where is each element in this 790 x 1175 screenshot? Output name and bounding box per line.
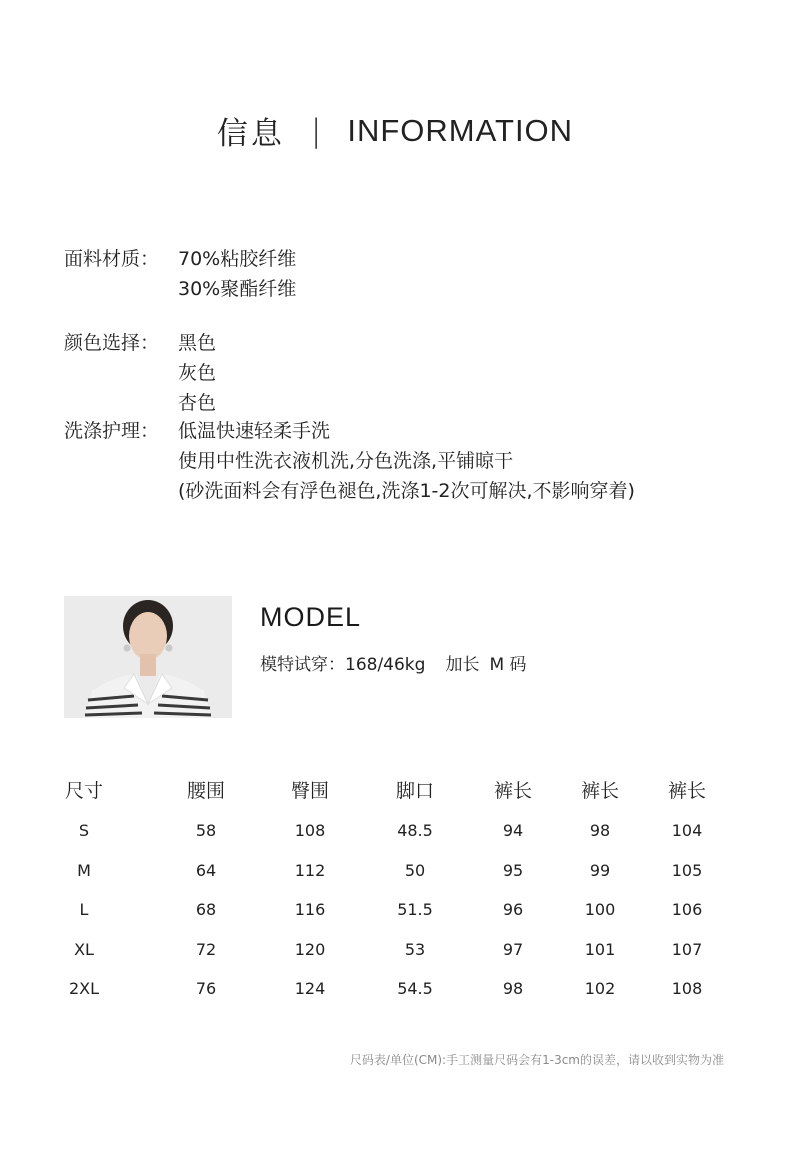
section-title — [0, 108, 790, 153]
table-cell: 68 — [195, 900, 217, 919]
table-cell: 58 — [195, 821, 217, 840]
table-cell: 2XL — [68, 979, 100, 998]
table-cell: 76 — [195, 979, 217, 998]
header-hip: 臀围 — [290, 780, 330, 802]
table-cell: 108 — [671, 979, 703, 998]
header-waist: 腰围 — [186, 780, 226, 802]
table-cell: 53 — [404, 939, 426, 959]
table-cell: 98 — [589, 821, 611, 840]
header-leg-opening: 脚口 — [395, 780, 435, 802]
color-label: 颜色选择： — [64, 332, 160, 354]
table-cell: 104 — [671, 821, 703, 840]
table-cell: 105 — [671, 860, 703, 880]
table-cell: 106 — [671, 900, 703, 919]
table-row — [0, 940, 790, 970]
model-photo — [64, 596, 232, 718]
title-chinese: 信息 — [216, 116, 285, 152]
header-length-2: 裤长 — [580, 780, 620, 802]
header-length-3: 裤长 — [667, 780, 707, 802]
table-cell: M — [77, 860, 91, 880]
table-row — [0, 821, 790, 851]
table-cell: 116 — [294, 900, 326, 919]
fabric-value — [178, 244, 296, 304]
table-row — [0, 979, 790, 1009]
fabric-label: 面料材质： — [64, 248, 160, 270]
model-stats: 168/46kg — [345, 655, 426, 675]
header-length-1: 裤长 — [493, 780, 533, 802]
table-cell: 107 — [671, 939, 703, 959]
table-cell: 99 — [589, 860, 611, 880]
table-cell: 124 — [294, 979, 326, 998]
model-description — [260, 650, 527, 675]
table-cell: 50 — [404, 860, 426, 880]
table-cell: 112 — [294, 860, 326, 880]
size-table-header — [0, 776, 790, 806]
model-fit: 加长 — [445, 655, 480, 675]
washing-line: (砂洗面料会有浮色褪色,洗涤1-2次可解决,不影响穿着) — [178, 480, 635, 502]
table-cell: 101 — [584, 939, 616, 959]
table-cell: 64 — [195, 860, 217, 880]
washing-line: 低温快速轻柔手洗 — [178, 420, 331, 442]
color-option-apricot: 杏色 — [178, 392, 217, 414]
table-cell: L — [79, 900, 89, 919]
washing-line: 使用中性洗衣液机洗,分色洗涤,平铺晾干 — [178, 450, 514, 472]
table-cell: 94 — [502, 821, 524, 840]
title-separator: | — [310, 112, 322, 149]
table-cell: 72 — [195, 939, 217, 959]
model-label: 模特试穿： — [260, 655, 345, 675]
table-cell: 102 — [584, 979, 616, 998]
table-cell: 96 — [502, 900, 524, 919]
washing-instructions — [178, 416, 635, 506]
model-size: M 码 — [489, 655, 527, 675]
table-cell: XL — [74, 939, 94, 959]
fabric-value-1: 70%粘胶纤维 — [178, 248, 297, 270]
table-cell: 98 — [502, 979, 524, 998]
table-cell: 48.5 — [397, 821, 433, 840]
fabric-value-2: 30%聚酯纤维 — [178, 278, 297, 300]
table-row — [0, 861, 790, 891]
table-cell: 95 — [502, 860, 524, 880]
header-size: 尺寸 — [64, 780, 104, 802]
color-option-black: 黑色 — [178, 332, 217, 354]
table-cell: 54.5 — [397, 979, 433, 998]
model-portrait-image — [64, 596, 232, 718]
size-footnote: 尺码表/单位(CM):手工测量尺码会有1-3cm的误差，请以收到实物为准 — [349, 1053, 724, 1067]
model-heading: MODEL — [260, 602, 362, 632]
color-options — [178, 328, 216, 418]
table-cell: 51.5 — [397, 900, 433, 919]
table-cell: 100 — [584, 900, 616, 919]
title-english: INFORMATION — [347, 112, 574, 148]
table-cell: 97 — [502, 939, 524, 959]
table-cell: 108 — [294, 821, 326, 840]
washing-label: 洗涤护理： — [64, 420, 160, 442]
table-cell: S — [78, 821, 90, 840]
color-option-gray: 灰色 — [178, 362, 217, 384]
table-row — [0, 900, 790, 930]
table-cell: 120 — [294, 939, 326, 959]
